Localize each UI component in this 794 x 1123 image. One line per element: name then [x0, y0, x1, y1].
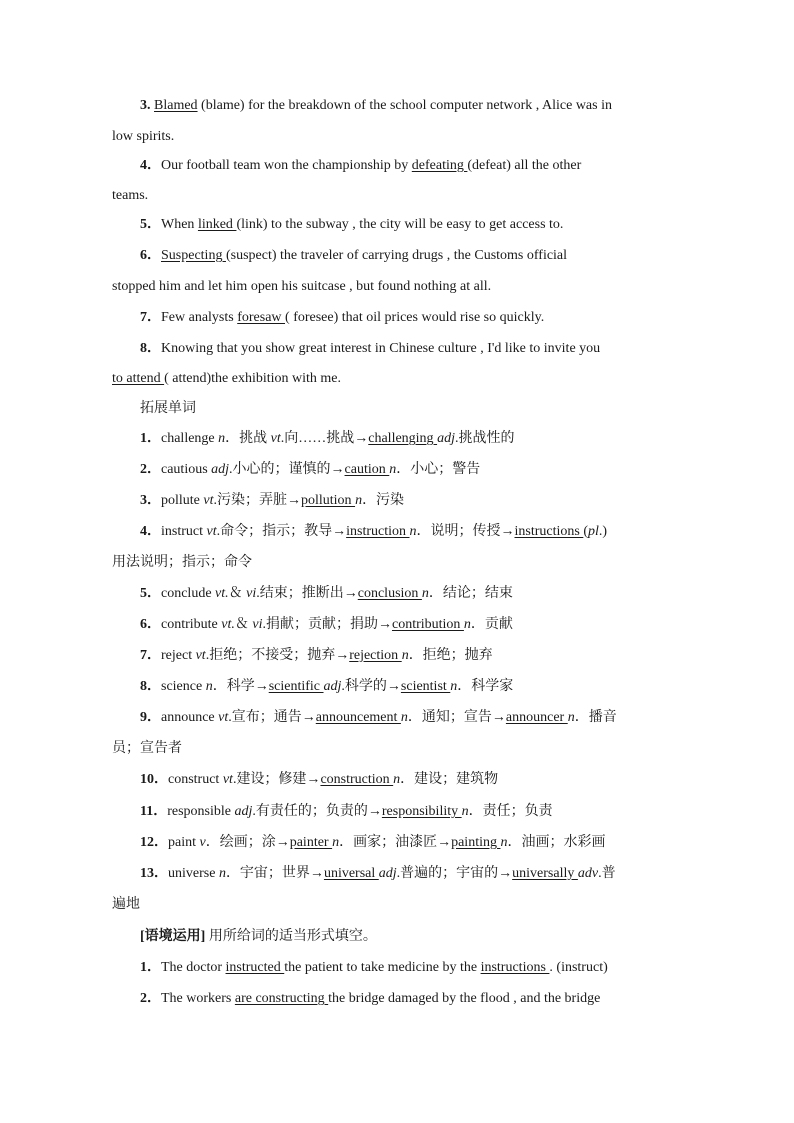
item-number: 9． — [140, 710, 161, 725]
text-span: ．挑战 — [225, 431, 271, 446]
text-line — [140, 339, 600, 359]
item-number: 1． — [140, 431, 161, 446]
answer-blank: Blamed — [154, 98, 198, 113]
item-number: 1． — [140, 960, 161, 975]
text-line — [112, 369, 341, 389]
text-span: paint — [168, 835, 200, 850]
text-line — [140, 958, 608, 978]
text-line — [140, 429, 514, 449]
text-line — [140, 246, 567, 266]
text-span: construct — [168, 772, 223, 787]
text-span: n — [461, 804, 469, 819]
text-span: announce — [161, 710, 219, 725]
text-line — [140, 156, 581, 176]
text-line — [140, 460, 480, 480]
text-line — [140, 927, 377, 947]
text-line — [140, 833, 605, 853]
text-span: vt. — [215, 586, 229, 601]
text-span: pollute — [161, 493, 204, 508]
text-span: ．拒绝；抛弃 — [408, 648, 493, 663]
text-span: ．结论；结束 — [428, 586, 513, 601]
text-span: ．贡献 — [470, 617, 513, 632]
text-span: vi — [246, 586, 257, 601]
text-span: vt — [270, 431, 281, 446]
text-span: vt — [218, 710, 229, 725]
text-span: The workers — [161, 991, 235, 1006]
text-span: .挑战性的 — [454, 431, 515, 446]
answer-blank: universally — [512, 866, 578, 881]
text-span: n — [205, 679, 213, 694]
text-span: 遍地 — [112, 897, 140, 912]
text-span: .普 — [598, 866, 616, 881]
item-number: 2． — [140, 991, 161, 1006]
text-span: vt — [203, 493, 214, 508]
text-line — [140, 770, 498, 790]
text-span: adv — [577, 866, 599, 881]
text-span: n — [393, 772, 401, 787]
text-line — [140, 584, 513, 604]
item-number: 3. — [140, 98, 154, 113]
text-span: .有责任的；负责的→ — [252, 804, 382, 819]
section-heading — [140, 398, 196, 418]
text-span: contribute — [161, 617, 222, 632]
text-line — [140, 308, 544, 328]
item-number: 5． — [140, 217, 161, 232]
text-span: .科学的→ — [341, 679, 401, 694]
answer-blank: universal — [323, 866, 379, 881]
text-span: n — [500, 835, 508, 850]
text-span: teams. — [112, 188, 149, 203]
text-span: vt — [206, 524, 217, 539]
item-number: 5． — [140, 586, 161, 601]
answer-blank: pollution — [301, 493, 356, 508]
text-span: .建设；修建→ — [232, 772, 321, 787]
text-span: 用法说明；指示；命令 — [112, 555, 252, 570]
text-line — [112, 739, 182, 759]
answer-blank: announcer — [505, 710, 568, 725]
text-span: .污染；弄脏→ — [213, 493, 301, 508]
text-span: ．画家；油漆匠→ — [339, 835, 452, 850]
text-span: vi — [252, 617, 263, 632]
answer-blank: painter — [289, 835, 333, 850]
text-line — [140, 708, 617, 728]
text-span: n — [218, 431, 226, 446]
text-span: (defeat) all the other — [467, 158, 582, 173]
text-span: .宣布；通告→ — [228, 710, 316, 725]
text-span: . (instruct) — [549, 960, 608, 975]
text-span: reject — [161, 648, 196, 663]
text-span: ( attend)the exhibition with me. — [164, 371, 342, 386]
text-line — [112, 895, 140, 915]
text-span: n — [567, 710, 575, 725]
text-span: ．通知；宣告→ — [407, 710, 506, 725]
text-span: ．播音 — [574, 710, 617, 725]
text-span: low spirits. — [112, 129, 175, 144]
answer-blank: scientific — [268, 679, 324, 694]
answer-blank: scientist — [400, 679, 451, 694]
text-span: ．污染 — [362, 493, 405, 508]
answer-blank: rejection — [349, 648, 402, 663]
text-line — [112, 553, 252, 573]
text-span: vt — [222, 772, 233, 787]
item-number: 6． — [140, 248, 161, 263]
text-line — [112, 186, 148, 206]
text-span: .命令；指示；教导→ — [216, 524, 347, 539]
text-span: vt. — [221, 617, 235, 632]
answer-blank: conclusion — [357, 586, 422, 601]
item-number: 6． — [140, 617, 161, 632]
item-number: 7． — [140, 310, 161, 325]
answer-blank: instructed — [225, 960, 285, 975]
text-span: ( — [583, 524, 589, 539]
answer-blank: contribution — [391, 617, 464, 632]
text-line — [140, 989, 600, 1009]
text-span: ．责任；负责 — [468, 804, 553, 819]
text-span: (link) to the subway , the city will be easy to get access to. — [236, 217, 564, 232]
text-span: ．说明；传授→ — [416, 524, 515, 539]
answer-blank: to attend — [112, 371, 165, 386]
item-number: 4． — [140, 524, 161, 539]
item-number: 12． — [140, 835, 168, 850]
item-number: [语境运用] — [140, 929, 206, 944]
text-span: 拓展单词 — [140, 400, 196, 416]
text-span: vt — [195, 648, 206, 663]
answer-blank: painting — [451, 835, 501, 850]
text-span: ．油画；水彩画 — [507, 835, 606, 850]
item-number: 7． — [140, 648, 161, 663]
text-span: ( foresee) that oil prices would rise so quickly. — [285, 310, 545, 325]
text-span: 用所给词的适当形式填空。 — [205, 929, 377, 944]
text-span: n — [450, 679, 458, 694]
text-line — [140, 215, 563, 235]
text-span: n — [409, 524, 417, 539]
answer-blank: responsibility — [381, 804, 462, 819]
text-line — [140, 802, 553, 822]
answer-blank: foresaw — [237, 310, 286, 325]
text-span: stopped him and let him open his suitcase , but found nothing at all. — [112, 279, 492, 294]
text-span: pl — [588, 524, 599, 539]
text-span: ．建设；建筑物 — [400, 772, 499, 787]
answer-blank: announcement — [315, 710, 401, 725]
text-span: When — [161, 217, 198, 232]
text-span: ＆ — [228, 586, 247, 601]
text-span: The doctor — [161, 960, 226, 975]
item-number: 11． — [140, 804, 168, 819]
text-span: v — [199, 835, 206, 850]
text-span: n — [421, 586, 429, 601]
text-span: ．绘画；涂→ — [205, 835, 290, 850]
text-span: ．宇宙；世界→ — [225, 866, 324, 881]
text-span: .拒绝；不接受；抛弃→ — [205, 648, 350, 663]
text-span: adj — [437, 431, 455, 446]
text-line — [140, 864, 616, 884]
text-span: (blame) for the breakdown of the school computer network , Alice was in — [197, 98, 612, 113]
text-span: 员；宣告者 — [112, 741, 182, 756]
text-line — [112, 127, 174, 147]
answer-blank: caution — [344, 462, 390, 477]
text-span: science — [161, 679, 206, 694]
text-span: instruct — [161, 524, 207, 539]
text-span: adj — [378, 866, 397, 881]
text-line — [112, 277, 491, 297]
text-span: Knowing that you show great interest in Chinese culture , I'd like to invite you — [161, 341, 601, 356]
item-number: 2． — [140, 462, 161, 477]
text-span: cautious — [161, 462, 212, 477]
text-span: n — [401, 648, 409, 663]
text-span: ＆ — [234, 617, 253, 632]
text-span: ．小心；警告 — [396, 462, 481, 477]
answer-blank: Suspecting — [161, 248, 226, 263]
text-span: (suspect) the traveler of carrying drugs , the Customs official — [225, 248, 568, 263]
answer-blank: linked — [197, 217, 237, 232]
answer-blank: defeating — [411, 158, 468, 173]
text-span: n — [332, 835, 340, 850]
item-number: 8． — [140, 341, 161, 356]
text-span: challenge — [161, 431, 219, 446]
text-line — [140, 615, 513, 635]
item-number: 3． — [140, 493, 161, 508]
answer-blank: instructions — [480, 960, 550, 975]
text-span: .捐献；贡献；捐助→ — [262, 617, 392, 632]
answer-blank: instructions — [514, 524, 584, 539]
text-span: responsible — [167, 804, 235, 819]
text-span: n — [218, 866, 226, 881]
text-span: .结束；推断出→ — [256, 586, 358, 601]
text-span: n — [463, 617, 471, 632]
text-span: the patient to take medicine by the — [284, 960, 481, 975]
answer-blank: instruction — [346, 524, 410, 539]
text-span: conclude — [161, 586, 216, 601]
text-line — [140, 677, 513, 697]
text-span: universe — [168, 866, 219, 881]
item-number: 4． — [140, 158, 161, 173]
text-span: adj — [323, 679, 342, 694]
text-span: .) — [598, 524, 608, 539]
text-span: the bridge damaged by the flood , and the bridge — [328, 991, 601, 1006]
answer-blank: construction — [320, 772, 394, 787]
text-span: .普遍的；宇宙的→ — [396, 866, 513, 881]
text-span: Our football team won the championship by — [161, 158, 412, 173]
answer-blank: challenging — [368, 431, 438, 446]
text-span: n — [355, 493, 363, 508]
text-span: ．科学→ — [212, 679, 269, 694]
text-span: .向……挑战→ — [280, 431, 369, 446]
text-span: ．科学家 — [457, 679, 514, 694]
text-line — [140, 646, 493, 666]
text-span: Few analysts — [161, 310, 238, 325]
text-span: adj — [234, 804, 253, 819]
text-line — [140, 491, 404, 511]
text-span: n — [389, 462, 397, 477]
answer-blank: are constructing — [234, 991, 329, 1006]
text-span: n — [400, 710, 408, 725]
text-line — [140, 96, 612, 116]
item-number: 10． — [140, 772, 168, 787]
item-number: 13． — [140, 866, 168, 881]
text-line — [140, 522, 607, 542]
text-span: adj — [211, 462, 230, 477]
text-span: .小心的；谨慎的→ — [229, 462, 345, 477]
item-number: 8． — [140, 679, 161, 694]
